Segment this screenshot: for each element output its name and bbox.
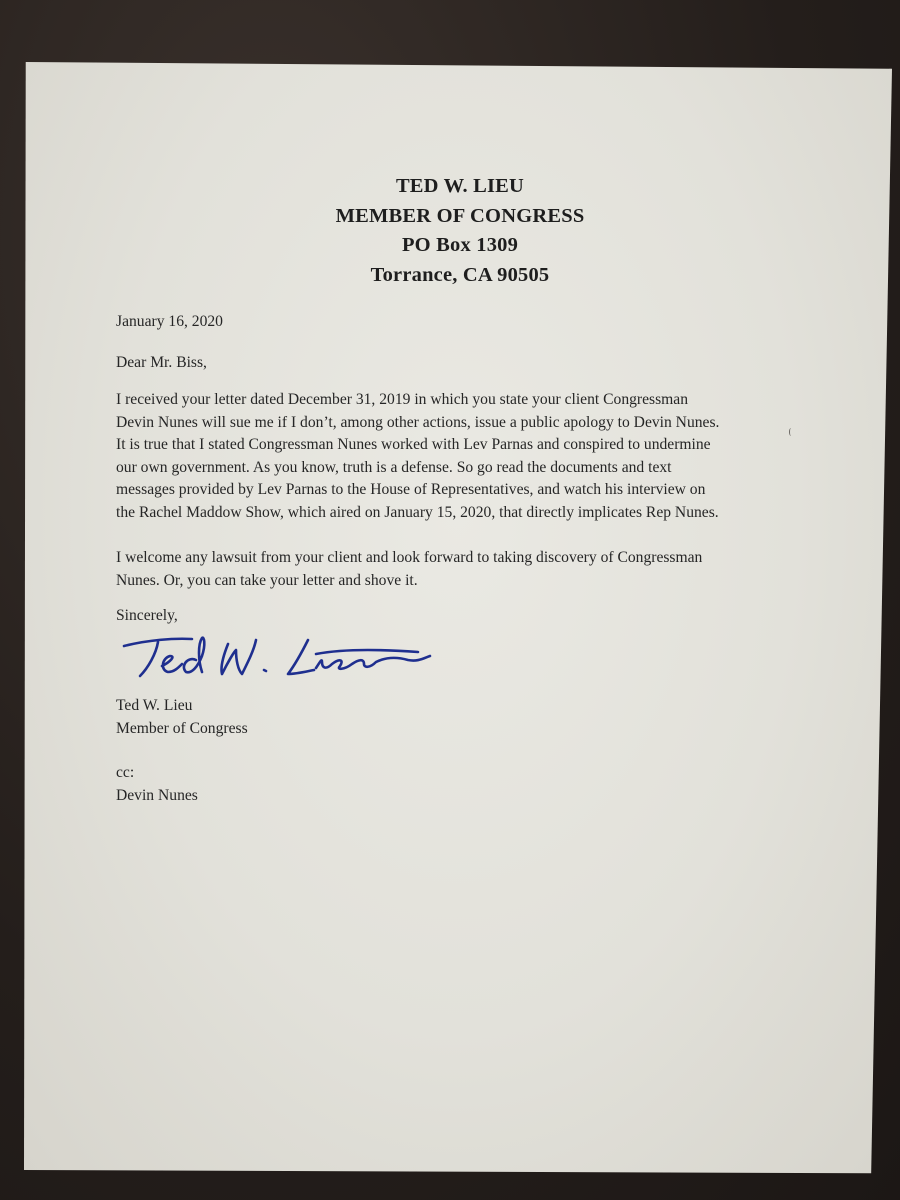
paragraph-line: Nunes. Or, you can take your letter and shove it.: [116, 571, 418, 589]
cc-block: [116, 762, 198, 807]
signer-block: [116, 695, 248, 740]
paragraph-line: It is true that I stated Congressman Nunes worked with Lev Parnas and conspired to undermine: [116, 436, 711, 453]
body-paragraph-2: [116, 547, 702, 592]
cc-recipient: Devin Nunes: [116, 786, 198, 804]
signer-name: Ted W. Lieu: [116, 697, 193, 714]
paper-mark: [789, 428, 793, 436]
body-paragraph-1: [116, 389, 719, 524]
letterhead-po-box: PO Box 1309: [401, 234, 519, 256]
paragraph-line: I received your letter dated December 31, 2019 in which you state your client Congressman: [116, 391, 689, 408]
handwritten-signature: [118, 632, 448, 688]
paragraph-line: I welcome any lawsuit from your client and look forward to taking discovery of Congressman: [116, 549, 703, 566]
closing: Sincerely,: [116, 607, 178, 624]
cc-label: cc:: [116, 764, 135, 781]
paragraph-line: our own government. As you know, truth is a defense. So go read the documents and text: [116, 458, 672, 476]
signature-strokes: [124, 638, 430, 676]
letterhead-city: Torrance, CA 90505: [370, 263, 550, 286]
signature-drawing: [118, 632, 448, 688]
paragraph-line: the Rachel Maddow Show, which aired on January 15, 2020, that directly implicates Rep Nunes.: [116, 503, 719, 521]
letter-date: January 16, 2020: [116, 313, 223, 330]
paragraph-line: messages provided by Lev Parnas to the House of Representatives, and watch his interview on: [116, 481, 706, 498]
letterhead-name: TED W. LIEU: [395, 175, 525, 197]
paragraph-line: Devin Nunes will sue me if I don’t, among other actions, issue a public apology to Devin Nunes.: [116, 413, 720, 431]
signer-title: Member of Congress: [116, 719, 248, 737]
salutation: Dear Mr. Biss,: [116, 354, 207, 371]
letterhead-title: MEMBER OF CONGRESS: [335, 204, 585, 227]
letterhead: [210, 172, 710, 290]
